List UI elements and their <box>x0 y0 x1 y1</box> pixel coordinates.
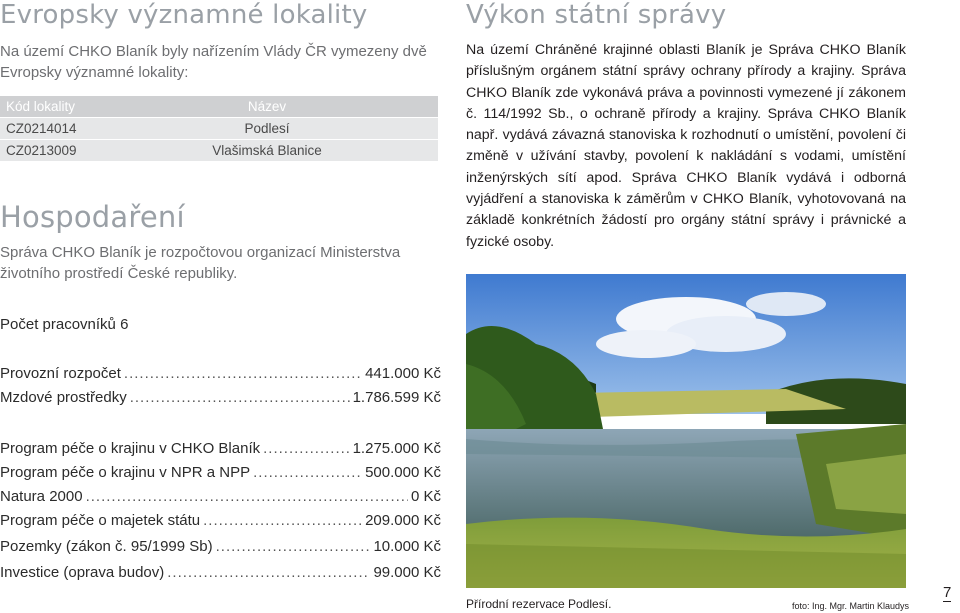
economy-title: Hospodaření <box>0 200 185 234</box>
table-header <box>0 96 438 118</box>
program-amount: 10.000 Kč <box>373 538 441 555</box>
budget-amount: 441.000 Kč <box>365 365 441 382</box>
economy-text: Správa CHKO Blaník je rozpočtovou organizací Ministerstva životního prostředí České republiky. <box>0 244 401 282</box>
photo-caption: Přírodní rezervace Podlesí. <box>466 597 612 611</box>
leader-dots <box>263 440 349 457</box>
photo-credit: foto: Ing. Mgr. Martin Klaudys <box>792 601 910 611</box>
program-line <box>0 564 441 581</box>
leader-dots <box>253 464 362 481</box>
program-amount: 0 Kč <box>410 488 441 505</box>
cell-name: Podlesí <box>244 121 290 136</box>
program-line <box>0 512 441 529</box>
program-line <box>0 538 441 555</box>
cell-name: Vlašimská Blanice <box>212 143 322 158</box>
localities-title: Evropsky významné lokality <box>0 0 368 30</box>
program-label: Investice (oprava budov) <box>0 564 165 581</box>
table-row <box>0 140 438 162</box>
budget-label: Mzdové prostředky <box>0 389 127 406</box>
budget-label: Provozní rozpočet <box>0 365 121 382</box>
page-number: 7 <box>943 584 952 601</box>
program-amount: 1.275.000 Kč <box>352 440 441 457</box>
landscape-photo <box>466 274 906 588</box>
staff-count: Počet pracovníků 6 <box>0 316 129 333</box>
leader-dots <box>86 488 408 505</box>
budget-line <box>0 365 441 382</box>
program-amount: 99.000 Kč <box>373 564 441 581</box>
budget-amount: 1.786.599 Kč <box>352 389 441 406</box>
program-label: Natura 2000 <box>0 488 83 505</box>
leader-dots <box>203 512 362 529</box>
cell-code: CZ0213009 <box>6 143 77 158</box>
cell-code: CZ0214014 <box>6 121 77 136</box>
program-line <box>0 488 441 505</box>
program-label: Pozemky (zákon č. 95/1999 Sb) <box>0 538 213 555</box>
header-name: Název <box>247 99 287 114</box>
table-row <box>0 118 438 140</box>
leader-dots <box>130 389 350 406</box>
localities-intro: Na území CHKO Blaník byly nařízením Vlády ČR vymezeny dvě Evropsky významné lokality: <box>0 43 427 81</box>
pond-photo-illustration <box>466 274 906 588</box>
program-label: Program péče o majetek státu <box>0 512 201 529</box>
program-amount: 209.000 Kč <box>365 512 441 529</box>
budget-line <box>0 389 441 406</box>
administration-title: Výkon státní správy <box>466 0 727 30</box>
leader-dots <box>124 365 362 382</box>
localities-table <box>0 96 438 162</box>
leader-dots <box>216 538 371 555</box>
program-label: Program péče o krajinu v NPR a NPP <box>0 464 251 481</box>
program-line <box>0 440 441 457</box>
program-label: Program péče o krajinu v CHKO Blaník <box>0 440 261 457</box>
administration-text: Na území Chráněné krajinné oblasti Blaník je Správa CHKO Blaník příslušným orgánem státní správy ochrany přírody a krajiny. Správa CHKO Blaník zde vykonává práva a povinnosti vymezené jí zákonem č. 114/1992 Sb., o ochraně přírody a krajiny. Správa CHKO Blaník např. vydává závazná stanoviska k rozhodnutí o umístění, povolení či změně v užívání stavby, povolení k nakládání s vodami, umístění inženýrských sítí apod. Správa CHKO Blaník vydává i odborná vyjádření a stanoviska k záměrům v CHKO Blaník, vyhotovovaná na základě konkrétních žádostí pro orgány státní správy i právnické a fyzické osoby. <box>466 42 906 250</box>
leader-dots <box>167 564 370 581</box>
program-line <box>0 464 441 481</box>
header-code: Kód lokality <box>6 99 76 114</box>
program-amount: 500.000 Kč <box>365 464 441 481</box>
